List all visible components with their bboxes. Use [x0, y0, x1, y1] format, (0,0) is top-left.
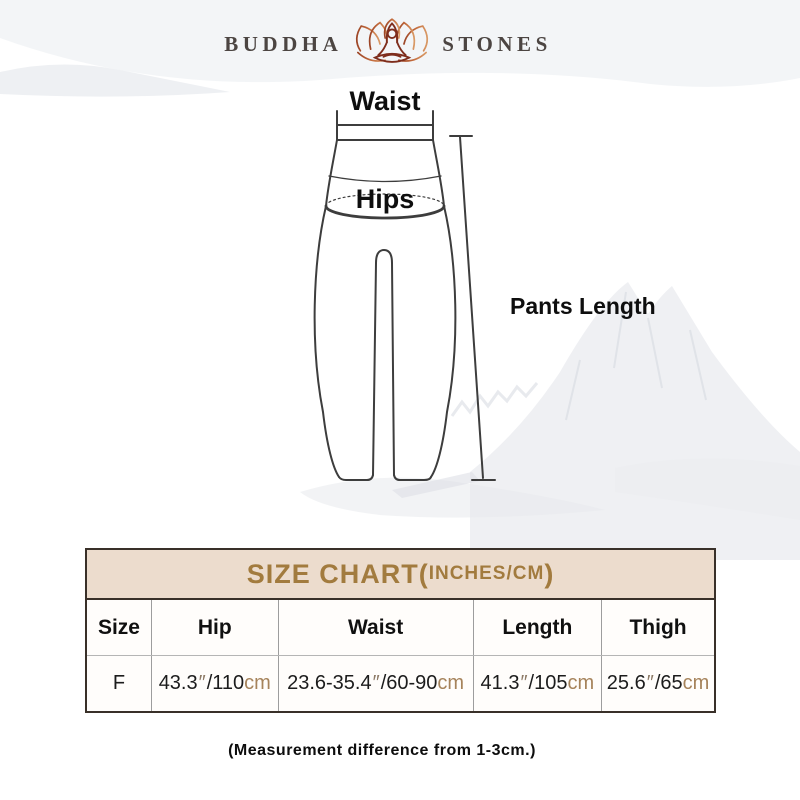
value-segment: cm [682, 672, 710, 694]
value-segment: /65 [654, 672, 683, 694]
value-segment: ″ [646, 672, 654, 694]
value-segment: ″ [520, 672, 528, 694]
value-segment: /110 [206, 672, 245, 694]
value-segment: 43.3 [158, 672, 198, 694]
hips-label: Hips [355, 184, 415, 214]
brand-name-left: BUDDHA [224, 31, 343, 56]
value-segment: 41.3 [480, 672, 520, 694]
column-header-hip: Hip [151, 600, 278, 655]
size-chart-data-row [87, 656, 714, 711]
title-unit-text: INCHES/CM [428, 563, 545, 584]
size-chart-header-row [87, 600, 714, 656]
title-close-text: ) [544, 558, 555, 589]
value-segment: /105 [528, 672, 568, 694]
cell-waist-value [278, 656, 473, 711]
measurement-note: (Measurement difference from 1-3cm.) [228, 742, 536, 759]
cell-hip-value [151, 656, 278, 711]
value-segment: 23.6-35.4 [287, 672, 372, 694]
value-segment: 25.6 [606, 672, 646, 694]
cell-length-value [473, 656, 602, 711]
cell-size-value [87, 656, 151, 711]
length-measure-line [460, 137, 483, 478]
column-header-waist: Waist [278, 600, 473, 655]
value-segment: cm [567, 672, 595, 694]
value-segment: ″ [372, 672, 380, 694]
cell-thigh-value [601, 656, 714, 711]
waist-label: Waist [349, 86, 421, 116]
brand-logo [0, 12, 788, 76]
value-segment: cm [437, 672, 465, 694]
value-segment: cm [244, 672, 271, 694]
brand-name-right: STONES [442, 31, 552, 56]
lotus-meditation-icon [351, 13, 433, 75]
size-chart-title [87, 550, 714, 600]
pants-length-label: Pants Length [510, 293, 656, 319]
column-header-thigh: Thigh [601, 600, 714, 655]
size-chart-table [85, 548, 716, 713]
value-segment: /60-90 [380, 672, 438, 694]
value-segment: F [112, 672, 126, 694]
value-segment: ″ [198, 672, 206, 694]
title-main-text: SIZE CHART( [246, 558, 429, 589]
column-header-size: Size [97, 615, 140, 639]
column-header-length: Length [473, 600, 602, 655]
